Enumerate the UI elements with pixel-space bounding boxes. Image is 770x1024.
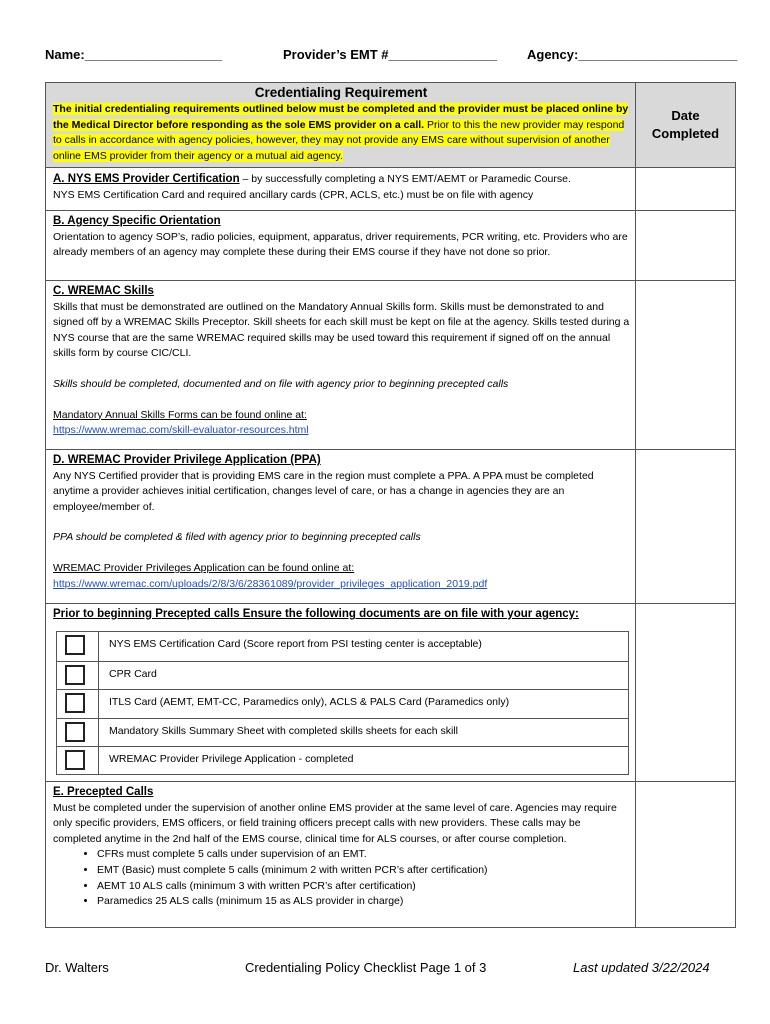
table-title: Credentialing Requirement: [254, 85, 428, 100]
table-header-row: [46, 83, 735, 167]
documents-heading: Prior to beginning Precepted calls Ensure the following documents are on file with your agency:: [53, 608, 579, 620]
checkbox[interactable]: [65, 693, 85, 713]
name-field-label: Name:___________________: [45, 47, 223, 62]
credentialing-table: [45, 82, 736, 928]
section-b-date-cell[interactable]: [636, 211, 735, 280]
agency-field-label: Agency:______________________: [527, 47, 738, 62]
checklist-item: Mandatory Skills Summary Sheet with completed skills sheets for each skill: [57, 718, 628, 747]
emt-number-field-label: Provider’s EMT #_______________: [283, 47, 497, 62]
checkbox[interactable]: [65, 635, 85, 655]
section-c-text: C. WREMAC Skills Skills that must be demonstrated are outlined on the Mandatory Annual Skills form. Skills must be demonstrated to and signed off by a WREMAC Skills Preceptor. Skill sheets for each skill must be kept on file at the agency. Skills tested during a NYS course that are the same WREMAC required skills may be used toward this requirement if signed off on the annual skills form by course CIC/CLI. Skills should be completed, documented and on file with agency prior to beginning precepted calls Mandatory Annual Skills Forms can be found online at: https://www.wremac.com/skill-evaluator-resources.html: [53, 285, 630, 437]
section-a-date-cell[interactable]: [636, 168, 735, 210]
section-e-text: E. Precepted Calls Must be completed under the supervision of another online EMS provider at the same level of care. Agencies may require only specific providers, EMS officers, or field training officers precept calls with new providers. These calls may be completed anytime in the 2nd half of the EMS course, clinical time for ALS courses, or after course completion. • CFRs must complete 5 calls under supervision of an EMT. • EMT (Basic) must complete 5 calls (minimum 2 with written PCR’s after certification) • AEMT 10 ALS calls (minimum 3 with written PCR’s after certification) • Paramedics 25 ALS calls (minimum 15 as ALS provider in charge): [53, 785, 631, 910]
section-d-text: D. WREMAC Provider Privilege Application (PPA) Any NYS Certified provider that is providing EMS care in the region must complete a PPA. A PPA must be completed anytime a provider achieves initial certification, changes level of care, or has a change in agencies they are an employee/member of. PPA should be completed & filed with agency prior to beginning precepted calls WREMAC Provider Privileges Application can be found online at: https://www.wremac.com/uploads/2/8/3/6/28361089/provider_privileges_application_2019.pdf: [53, 454, 594, 590]
intro-text: The initial credentialing requirements outlined below must be completed and the provider must be placed online by the Medical Director before responding as the sole EMS provider on a call. Prior to this the new provider may respond to calls in accordance with agency policies, however, they may not provide any EMS care without supervision of another online EMS provider from their agency or a mutual aid agency.: [53, 103, 629, 162]
footer-last-updated: Last updated 3/22/2024: [573, 960, 710, 975]
checkbox[interactable]: [65, 665, 85, 685]
checklist-item: CPR Card: [57, 661, 628, 690]
checkbox[interactable]: [65, 722, 85, 742]
section-c-row: [46, 280, 735, 449]
checkbox[interactable]: [65, 750, 85, 770]
checklist-item: WREMAC Provider Privilege Application - completed: [57, 746, 628, 775]
list-item: • CFRs must complete 5 calls under supervision of an EMT.: [97, 847, 631, 863]
date-completed-header: Date Completed: [651, 108, 720, 141]
section-a-row: [46, 167, 735, 210]
ppa-application-link[interactable]: https://www.wremac.com/uploads/2/8/3/6/28361089/provider_privileges_application_2019.pdf: [53, 577, 488, 590]
section-c-date-cell[interactable]: [636, 281, 735, 449]
list-item: • EMT (Basic) must complete 5 calls (minimum 2 with written PCR’s after certification): [97, 863, 631, 879]
section-b-row: [46, 210, 735, 280]
skills-forms-link[interactable]: https://www.wremac.com/skill-evaluator-resources.html: [53, 424, 309, 437]
section-e-date-cell[interactable]: [636, 782, 735, 927]
list-item: • Paramedics 25 ALS calls (minimum 15 as ALS provider in charge): [97, 894, 631, 910]
section-b-text: B. Agency Specific Orientation Orientation to agency SOP’s, radio policies, equipment, apparatus, driver requirements, PCR writing, etc. Providers who are already members of an agency may complete these during their EMS course if they have not done so prior.: [53, 215, 628, 259]
checklist-item: NYS EMS Certification Card (Score report from PSI testing center is acceptable): [57, 632, 628, 661]
documents-checklist: [56, 631, 629, 775]
list-item: • AEMT 10 ALS calls (minimum 3 with written PCR’s after certification): [97, 879, 631, 895]
footer-page-info: Credentialing Policy Checklist Page 1 of 3: [245, 960, 487, 975]
section-d-row: [46, 449, 735, 603]
section-d-date-cell[interactable]: [636, 450, 735, 603]
documents-date-cell[interactable]: [636, 604, 735, 781]
footer-author: Dr. Walters: [45, 960, 109, 975]
section-e-row: [46, 781, 735, 927]
section-a-text: A. NYS EMS Provider Certification – by successfully completing a NYS EMT/AEMT or Paramedic Course. NYS EMS Certification Card and required ancillary cards (CPR, ACLS, etc.) must be on file with agency: [53, 173, 571, 201]
checklist-item: ITLS Card (AEMT, EMT-CC, Paramedics only), ACLS & PALS Card (Paramedics only): [57, 689, 628, 718]
